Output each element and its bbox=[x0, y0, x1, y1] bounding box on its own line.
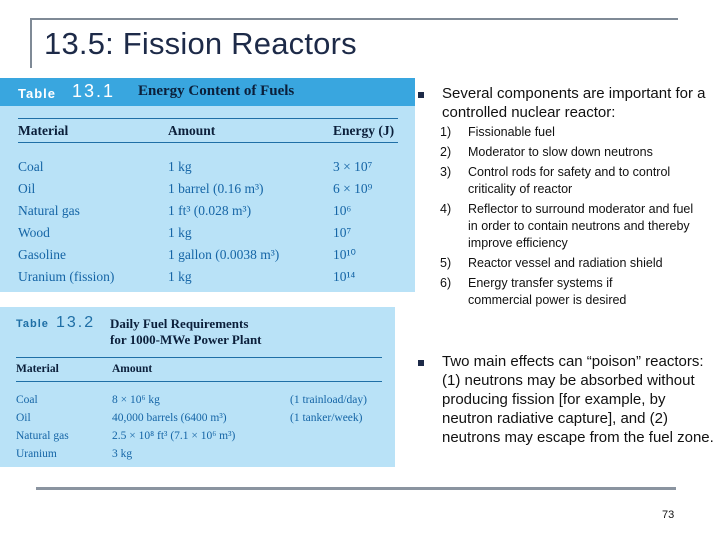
cell-material: Wood bbox=[18, 225, 50, 240]
table-number: 13.2 bbox=[56, 314, 96, 331]
cell-energy: 10¹⁴ bbox=[333, 269, 356, 284]
table-header-bar bbox=[0, 78, 415, 106]
column-header-material: Material bbox=[16, 363, 59, 375]
list-item-text: Moderator to slow down neutrons bbox=[468, 145, 653, 159]
cell-amount: 1 kg bbox=[168, 269, 192, 284]
cell-amount: 1 ft³ (0.028 m³) bbox=[168, 203, 252, 218]
cell-energy: 10⁷ bbox=[333, 225, 352, 240]
cell-material: Oil bbox=[18, 181, 36, 196]
column-header-amount: Amount bbox=[112, 363, 153, 375]
cell-energy: 10⁶ bbox=[333, 203, 352, 218]
column-header-amount: Amount bbox=[168, 123, 216, 138]
list-item-number: 6) bbox=[440, 276, 452, 290]
list-item-text: Reflector to surround moderator and fuel in order to contain neutrons and thereby improve efficiency bbox=[468, 202, 694, 250]
column-header-material: Material bbox=[18, 123, 69, 138]
table-rule bbox=[18, 142, 398, 143]
cell-material: Natural gas bbox=[18, 203, 80, 218]
slide-frame-bottom bbox=[36, 487, 676, 490]
table-header-bar bbox=[0, 307, 395, 347]
list-item bbox=[440, 164, 690, 198]
list-item-number: 3) bbox=[440, 165, 452, 179]
components-list bbox=[440, 124, 710, 309]
bullet-marker bbox=[418, 360, 424, 366]
table-rule bbox=[18, 118, 398, 119]
cell-amount: 1 gallon (0.0038 m³) bbox=[168, 247, 280, 262]
slide-frame-left bbox=[30, 18, 32, 68]
cell-energy: 3 × 10⁷ bbox=[333, 159, 373, 174]
table-daily-fuel bbox=[0, 307, 395, 467]
list-item-number: 5) bbox=[440, 256, 452, 270]
list-item bbox=[440, 275, 670, 309]
table-number: 13.1 bbox=[72, 81, 116, 101]
list-item-number: 2) bbox=[440, 145, 452, 159]
table-title-line: for 1000-MWe Power Plant bbox=[110, 332, 262, 347]
cell-material: Gasoline bbox=[18, 247, 66, 262]
page-number: 73 bbox=[662, 509, 675, 521]
cell-amount: 2.5 × 10⁸ ft³ (7.1 × 10⁶ m³) bbox=[112, 430, 236, 442]
cell-amount: 3 kg bbox=[112, 448, 133, 460]
table-title-line: Daily Fuel Requirements bbox=[110, 316, 249, 331]
slide-title: 13.5: Fission Reactors bbox=[44, 26, 357, 61]
cell-material: Coal bbox=[16, 394, 38, 406]
cell-note: (1 tanker/week) bbox=[290, 412, 363, 424]
cell-note: (1 trainload/day) bbox=[290, 394, 367, 406]
table-rule bbox=[16, 381, 382, 382]
list-item-text: Control rods for safety and to control criticality of reactor bbox=[468, 165, 671, 196]
list-item bbox=[440, 201, 698, 252]
table-prefix: Table bbox=[18, 86, 56, 101]
cell-amount: 1 barrel (0.16 m³) bbox=[168, 181, 264, 196]
cell-amount: 40,000 barrels (6400 m³) bbox=[112, 412, 227, 424]
cell-amount: 8 × 10⁶ kg bbox=[112, 394, 160, 406]
column-header-energy: Energy (J) bbox=[333, 123, 395, 138]
cell-material: Coal bbox=[18, 159, 44, 174]
table-rule bbox=[16, 357, 382, 358]
slide-frame-top bbox=[30, 18, 678, 20]
cell-energy: 6 × 10⁹ bbox=[333, 181, 373, 196]
table-prefix: Table bbox=[16, 318, 49, 330]
list-item-text: Reactor vessel and radiation shield bbox=[468, 256, 663, 270]
list-item-text: Fissionable fuel bbox=[468, 125, 555, 139]
list-item-number: 1) bbox=[440, 125, 452, 139]
table-title bbox=[110, 316, 262, 348]
bullet-text-components: Several components are important for a controlled nuclear reactor: bbox=[442, 85, 706, 121]
list-item bbox=[440, 124, 710, 141]
cell-material: Natural gas bbox=[16, 430, 69, 442]
table-energy-content bbox=[0, 78, 415, 292]
bullet-text-poison: Two main effects can “poison” reactors: (1) neutrons may be absorbed without producing fission [for example, by neutron radiative capture], and (2) neutrons may escape from the fuel zone. bbox=[442, 353, 714, 446]
cell-material: Oil bbox=[16, 412, 31, 424]
list-item-number: 4) bbox=[440, 202, 452, 216]
list-item bbox=[440, 255, 710, 272]
cell-material: Uranium (fission) bbox=[18, 269, 115, 284]
cell-energy: 10¹⁰ bbox=[333, 247, 356, 262]
cell-amount: 1 kg bbox=[168, 225, 192, 240]
table-title: Energy Content of Fuels bbox=[138, 83, 295, 99]
list-item bbox=[440, 144, 710, 161]
cell-amount: 1 kg bbox=[168, 159, 192, 174]
list-item-text: Energy transfer systems if commercial power is desired bbox=[468, 276, 627, 307]
bullet-marker bbox=[418, 92, 424, 98]
cell-material: Uranium bbox=[16, 448, 57, 460]
